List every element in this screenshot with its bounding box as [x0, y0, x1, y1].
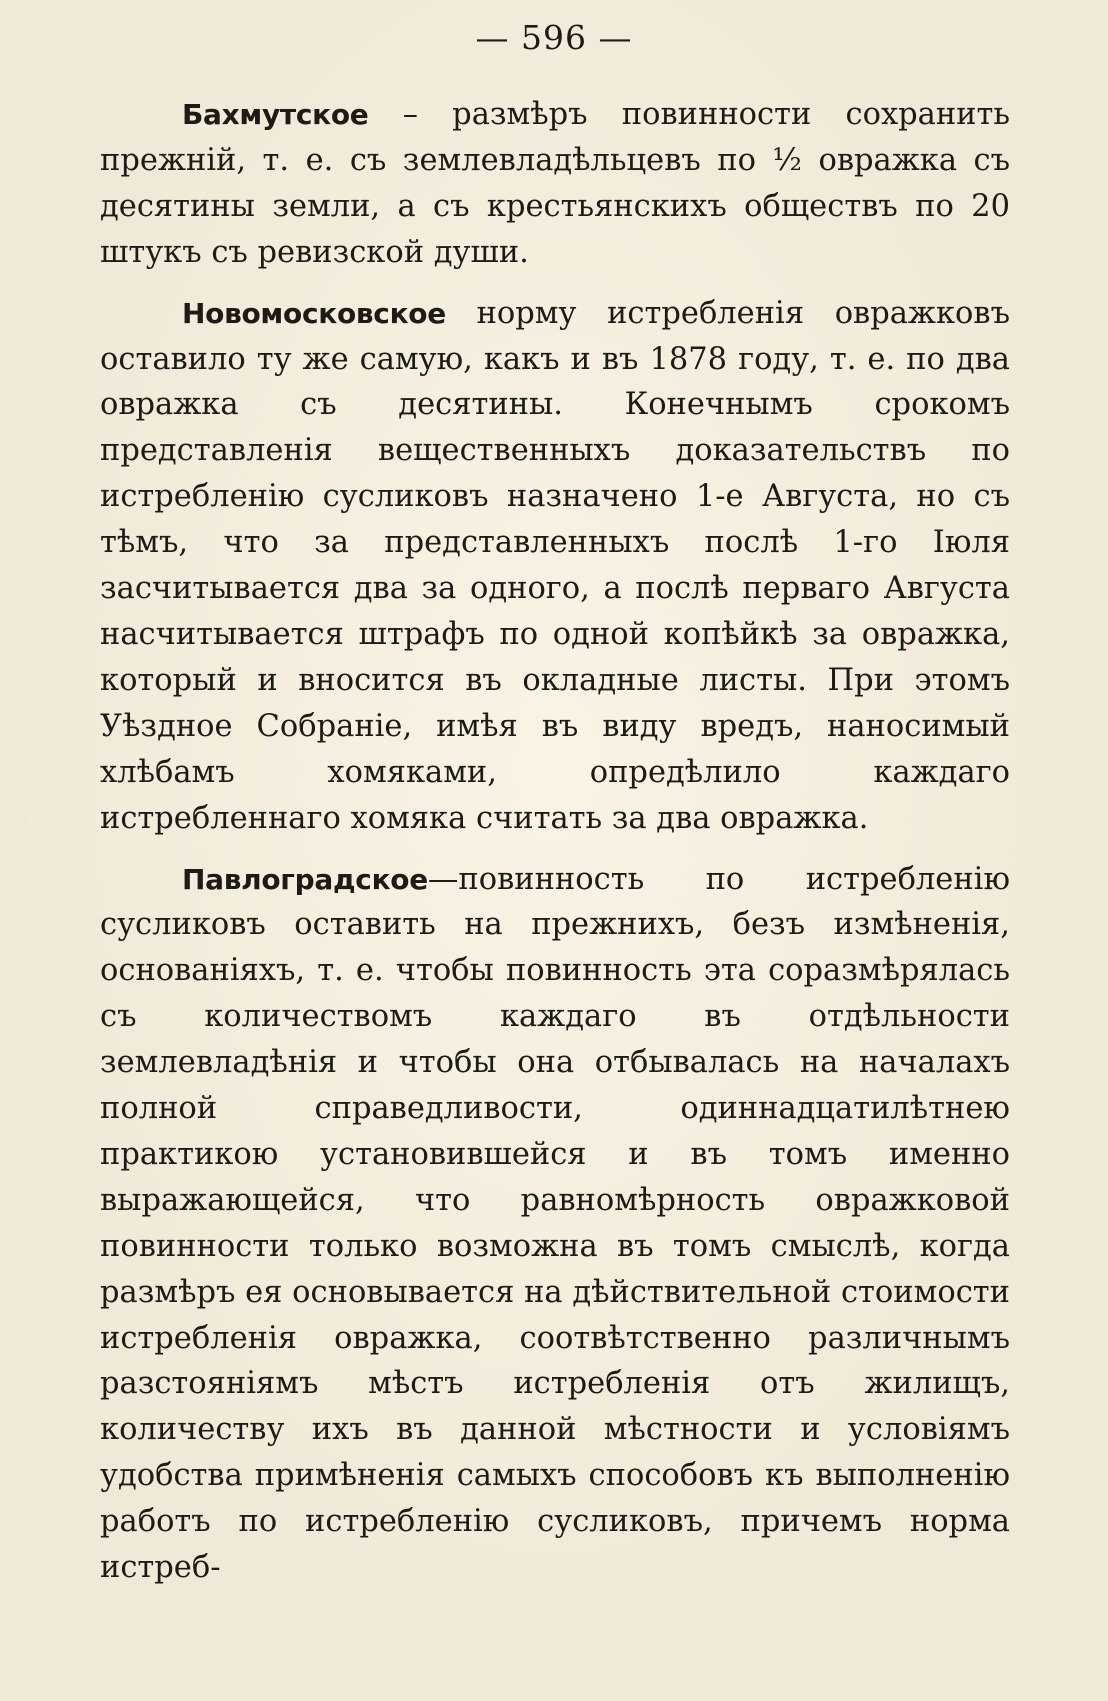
paragraph-lead-bakhmut: Бахмутское — [182, 98, 369, 131]
body-text — [100, 92, 1010, 1606]
paragraph-text-pavlograd: —повинность по истребленію сусликовъ оставить на прежнихъ, безъ измѣненія, основаніяхъ, т. е. чтобы повинность эта соразмѣрялась съ количествомъ каждаго въ отдѣльности землевладѣнія и чтобы она отбывалась на началахъ полной справедливости, одиннадцатилѣтнею практикою установившейся и въ томъ именно выражающейся, что равномѣрность овражковой повинности только возможна въ томъ смыслѣ, когда размѣръ ея основывается на дѣйствительной стоимости истребленія овражка, соотвѣтственно различнымъ разстояніямъ мѣстъ истребленія отъ жилищъ, количеству ихъ въ данной мѣстности и условіямъ удобства примѣненія самыхъ способовъ къ выполненію работъ по истребленію сусликовъ, причемъ норма истреб- — [100, 861, 1010, 1586]
page-number: — 596 — — [475, 18, 633, 57]
paragraph-novomoskovsk — [100, 291, 1010, 842]
paragraph-text-novomoskovsk: норму истребленія овражковъ оставило ту же самую, какъ и въ 1878 году, т. е. по два овражка съ десятины. Конечнымъ срокомъ представленія вещественныхъ доказательствъ по истребленію сусликовъ назначено 1-е Августа, но съ тѣмъ, что за представленныхъ послѣ 1-го Іюля засчитывается два за одного, а послѣ перваго Августа насчитывается штрафъ по одной копѣйкѣ за овражка, который и вносится въ окладные листы. При этомъ Уѣздное Собраніе, имѣя въ виду вредъ, наносимый хлѣбамъ хомяками, опредѣлило каждаго истребленнаго хомяка считать за два овражка. — [100, 295, 1010, 836]
paragraph-pavlograd — [100, 857, 1010, 1592]
paragraph-lead-novomoskovsk: Новомосковское — [182, 296, 446, 330]
paragraph-lead-pavlograd: Павлоградское — [182, 862, 428, 896]
paragraph-text-bakhmut: – размѣръ повинности сохранить прежній, т. е. съ землевладѣльцевъ по ½ овражка съ десятины земли, а съ крестьянскихъ обществъ по 20 штукъ съ ревизской души. — [100, 97, 1010, 270]
paragraph-bakhmut — [100, 92, 1010, 276]
